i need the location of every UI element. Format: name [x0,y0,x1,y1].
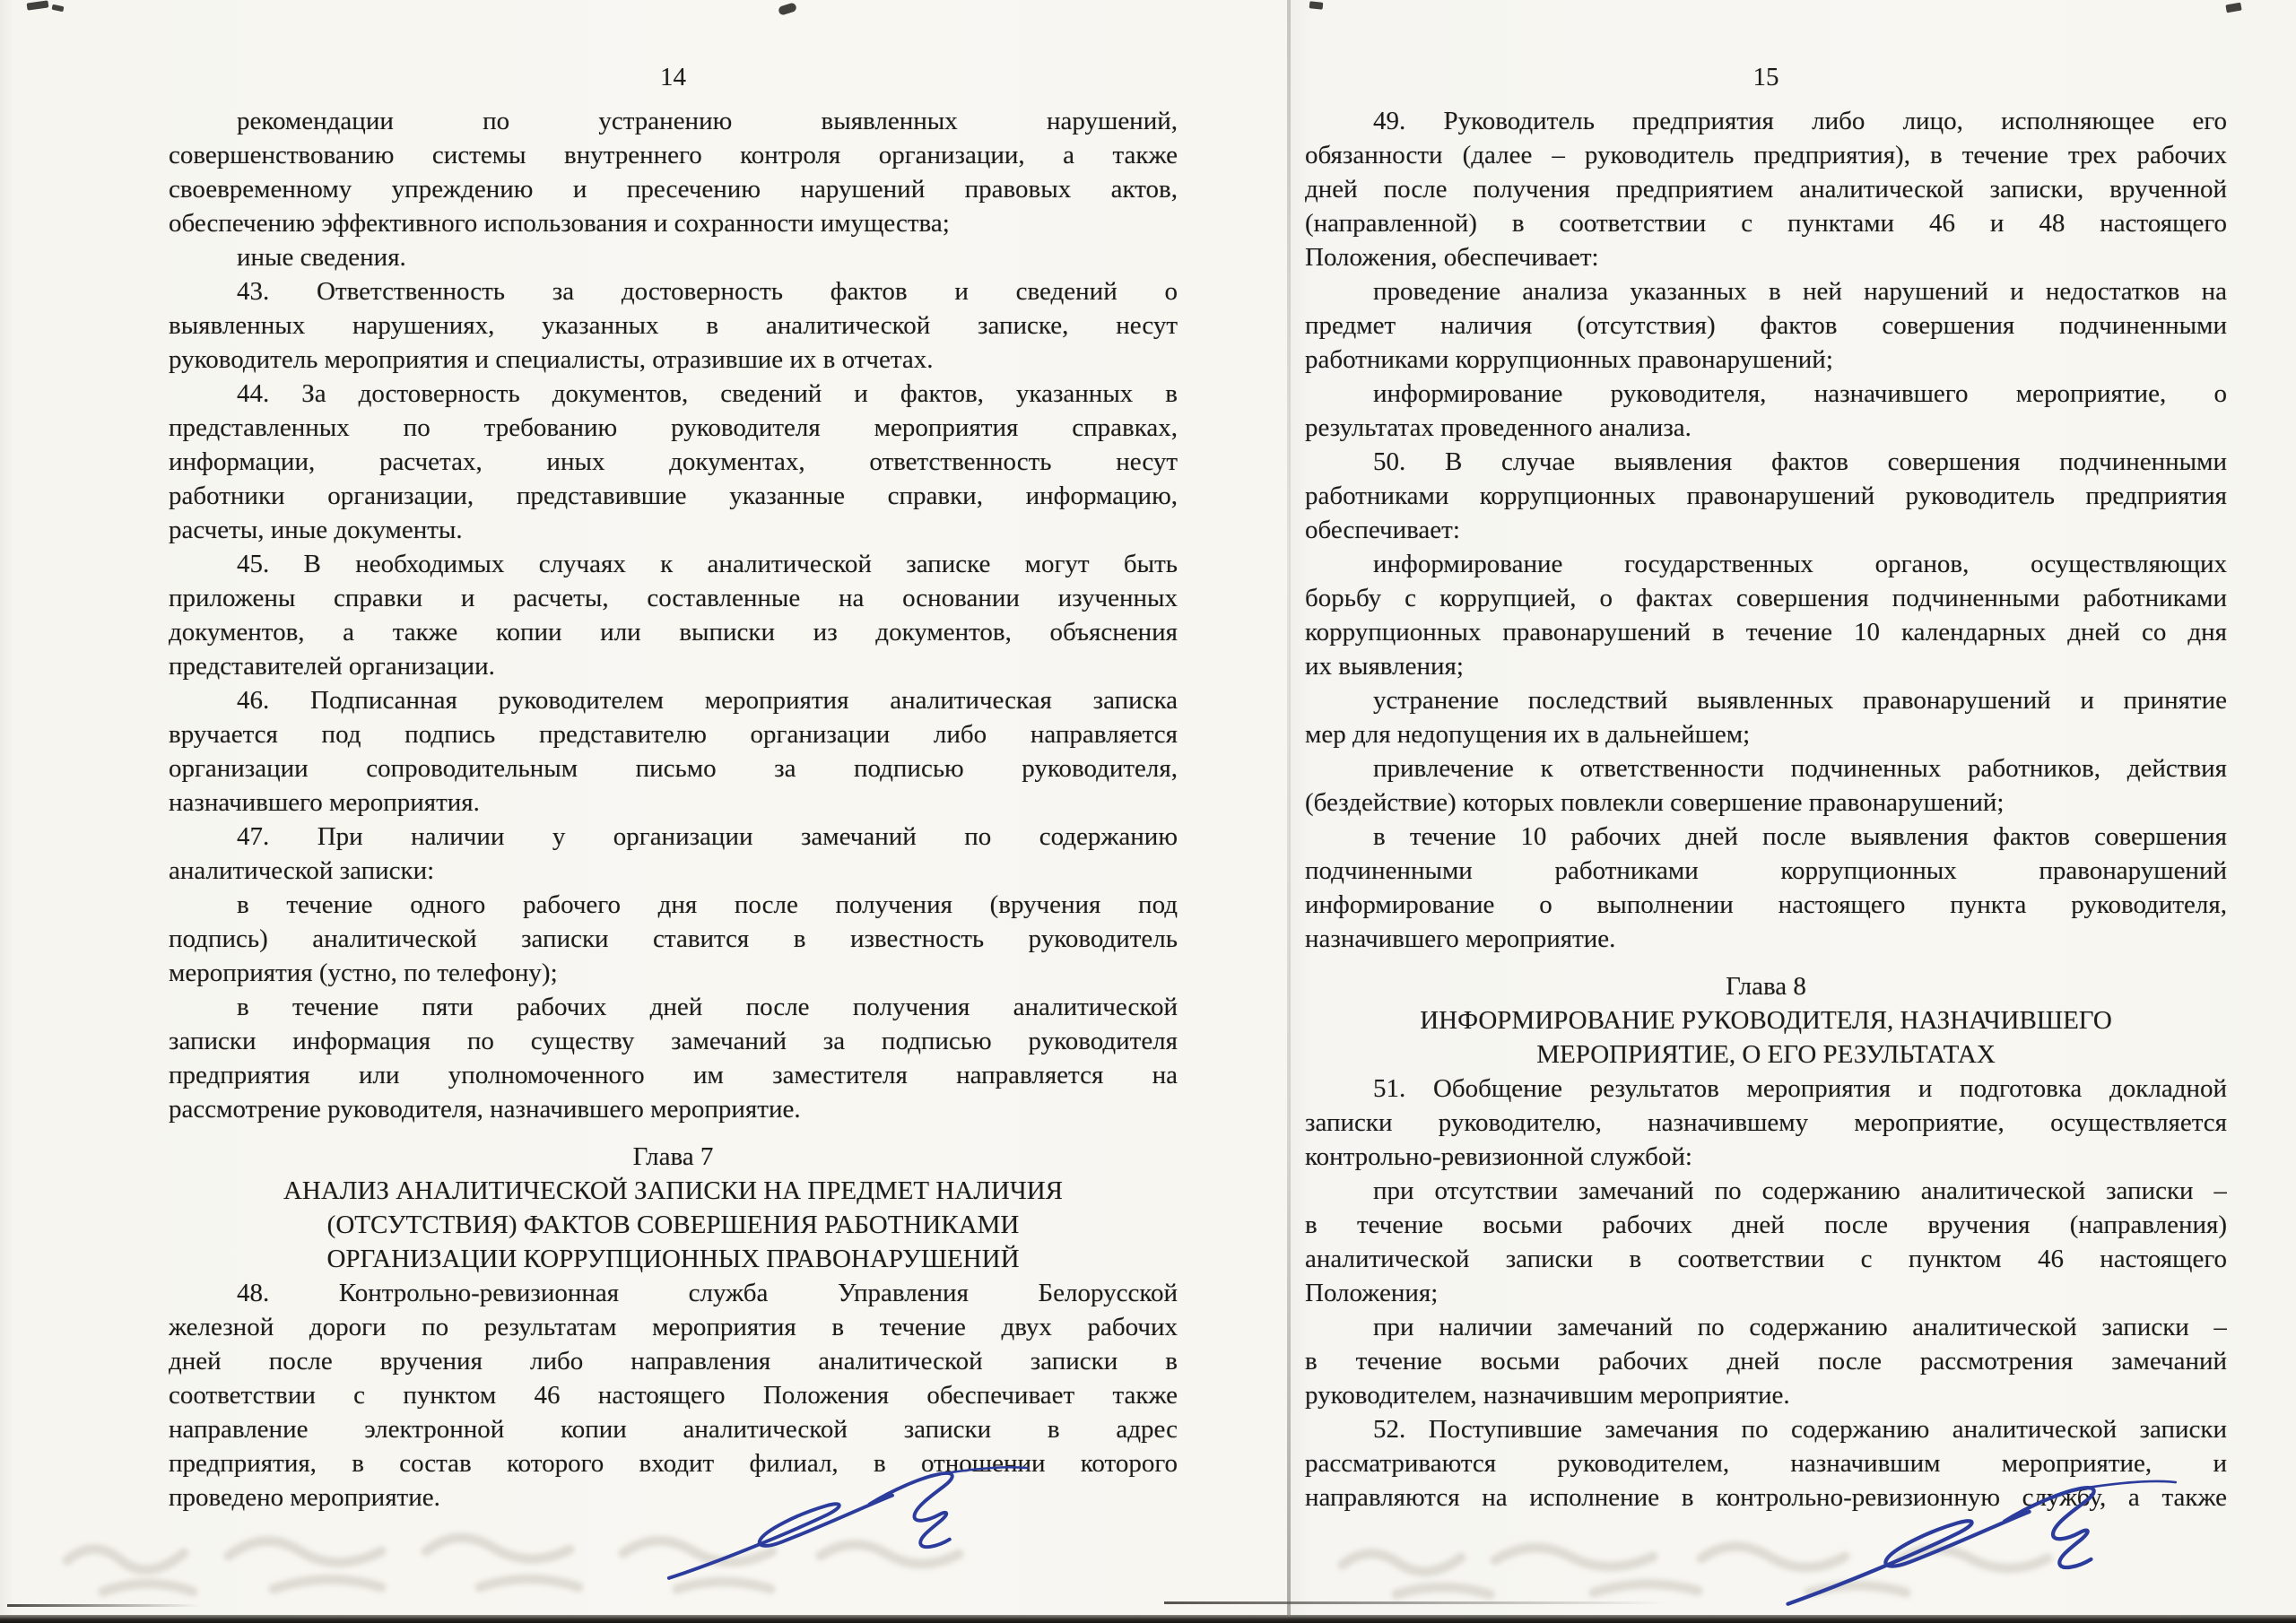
text-line: Положения, обеспечивает: [1305,243,1599,272]
text-line: руководителем, назначившим мероприятие. [1305,1381,1790,1410]
text-line: проведено мероприятие. [169,1483,440,1512]
text-line: Глава 8 [1726,972,1806,1001]
paragraph [1305,445,2227,547]
text-line: в течение одного рабочего дня после получения (вручения под [237,890,1178,919]
text-line: в течение восьми рабочих дней после рассмотрения замечаний [1305,1347,2227,1376]
text-line: 45. В необходимых случаях к аналитической записке могут быть [237,550,1178,578]
page-text [1305,104,2227,1515]
document-page-15 [1289,0,2296,1623]
text-line: представленных по требованию руководителя мероприятия справках, [169,413,1178,442]
text-line: их выявления; [1305,652,1464,681]
text-line: информирование государственных органов, осуществляющих [1373,550,2227,578]
paragraph [169,820,1178,888]
text-line: рекомендации по устранению выявленных нарушений, [237,107,1178,135]
text-line: коррупционных правонарушений в течение 10 календарных дней со дня [1305,618,2227,647]
paragraph [169,377,1178,547]
paragraph [1305,1412,2227,1515]
paragraph [169,274,1178,377]
text-line: аналитической записки: [169,856,435,885]
chapter-heading [169,1140,1178,1276]
scan-artifact [1309,1,1324,10]
text-line: записки руководителю, назначившему мероприятие, осуществляется [1305,1108,2227,1137]
text-line: привлечение к ответственности подчиненных работников, действия [1373,754,2227,783]
paragraph [1305,1174,2227,1310]
text-line: ИНФОРМИРОВАНИЕ РУКОВОДИТЕЛЯ, НАЗНАЧИВШЕГО [1420,1006,2112,1035]
paragraph [169,888,1178,990]
text-line: (ОТСУТСТВИЯ) ФАКТОВ СОВЕРШЕНИЯ РАБОТНИКАМИ [326,1211,1020,1239]
text-line: мер для недопущения их в дальнейшем; [1305,720,1751,749]
text-line: информирование руководителя, назначившего мероприятие, о [1373,379,2227,408]
text-line: железной дороги по результатам мероприятия в течение двух рабочих [169,1313,1178,1341]
text-line: рассматриваются руководителем, назначившим мероприятие, и [1305,1449,2227,1478]
text-line: 51. Обобщение результатов мероприятия и подготовка докладной [1373,1074,2227,1103]
text-line: организации сопроводительным письмо за подписью руководителя, [169,754,1178,783]
paragraph [1305,547,2227,683]
text-line: устранение последствий выявленных правонарушений и принятие [1373,686,2227,715]
text-line: дней после получения предприятием аналитической записки, врученной [1305,175,2227,204]
text-line: 48. Контрольно-ревизионная служба Управления Белорусской [237,1279,1178,1307]
bleed-through-artifact [1325,1515,2204,1610]
text-line: расчеты, иные документы. [169,516,463,544]
paragraph [169,683,1178,820]
text-line: информации, расчетах, иных документах, ответственность несут [169,447,1178,476]
text-line: 43. Ответственность за достоверность фактов и сведений о [237,277,1178,306]
text-line: 47. При наличии у организации замечаний по содержанию [237,822,1178,851]
text-line: предприятия, в состав которого входит филиал, в отношении которого [169,1449,1178,1478]
text-line: в течение 10 рабочих дней после выявления фактов совершения [1373,822,2227,851]
text-line: 52. Поступившие замечания по содержанию аналитической записки [1373,1415,2227,1444]
text-line: вручается под подпись представителю организации либо направляется [169,720,1178,749]
page-number: 14 [660,63,686,91]
scan-artifact [1164,1601,1666,1604]
text-line: (бездействие) которых повлекли совершение правонарушений; [1305,788,2005,817]
text-line: 49. Руководитель предприятия либо лицо, исполняющее его [1373,107,2227,135]
text-line: проведение анализа указанных в ней нарушений и недостатков на [1373,277,2227,306]
paragraph [169,240,1178,274]
paragraph [169,547,1178,683]
text-line: Глава 7 [632,1142,714,1171]
text-line: направляются на исполнение в контрольно-ревизионную службу, а также [1305,1483,2227,1512]
page-text [169,104,1178,1515]
text-line: представителей организации. [169,652,495,681]
text-line: обязанности (далее – руководитель предприятия), в течение трех рабочих [1305,141,2227,169]
text-line: назначившего мероприятие. [1305,924,1616,953]
text-line: приложены справки и расчеты, составленные на основании изученных [169,584,1178,612]
text-line: мероприятия (устно, по телефону); [169,959,558,987]
text-line: подчиненными работниками коррупционных правонарушений [1305,856,2227,885]
text-line: документов, а также копии или выписки из документов, объяснения [169,618,1178,647]
text-line: 46. Подписанная руководителем мероприятия аналитическая записка [237,686,1178,715]
paragraph [1305,683,2227,751]
text-line: при отсутствии замечаний по содержанию аналитической записки – [1373,1176,2227,1205]
text-line: (направленной) в соответствии с пунктами 46 и 48 настоящего [1305,209,2227,238]
text-line: выявленных нарушениях, указанных в аналитической записке, несут [169,311,1178,340]
paragraph [169,1276,1178,1515]
text-line: при наличии замечаний по содержанию аналитической записки – [1373,1313,2227,1341]
chapter-heading [1305,969,2227,1072]
text-line: в течение пяти рабочих дней после получения аналитической [237,993,1178,1021]
text-line: МЕРОПРИЯТИЕ, О ЕГО РЕЗУЛЬТАТАХ [1536,1040,1996,1069]
text-line: контрольно-ревизионной службой: [1305,1142,1692,1171]
text-line: предприятия или уполномоченного им заместителя направляется на [169,1061,1178,1089]
text-line: подпись) аналитической записки ставится в известность руководитель [169,924,1178,953]
text-line: работники организации, представившие указанные справки, информацию, [169,482,1178,510]
paragraph [169,104,1178,240]
paragraph [169,990,1178,1126]
paragraph [1305,1072,2227,1174]
text-line: своевременному упреждению и пресечению нарушений правовых актов, [169,175,1178,204]
text-line: обеспечивает: [1305,516,1460,544]
paragraph [1305,751,2227,820]
text-line: результатах проведенного анализа. [1305,413,1692,442]
page-number: 15 [1752,63,1779,91]
text-line: АНАЛИЗ АНАЛИТИЧЕСКОЙ ЗАПИСКИ НА ПРЕДМЕТ НАЛИЧИЯ [283,1176,1063,1205]
scan-edge [0,1615,2296,1623]
scan-artifact [7,1604,200,1607]
paragraph [1305,377,2227,445]
text-line: совершенствованию системы внутреннего контроля организации, а также [169,141,1178,169]
text-line: работниками коррупционных правонарушений руководитель предприятия [1305,482,2227,510]
text-line: аналитической записки в соответствии с пунктом 46 настоящего [1305,1245,2227,1273]
paragraph [1305,1310,2227,1412]
text-line: иные сведения. [237,243,406,272]
text-line: обеспечению эффективного использования и сохранности имущества; [169,209,950,238]
text-line: Положения; [1305,1279,1439,1307]
text-line: 44. За достоверность документов, сведений и фактов, указанных в [237,379,1178,408]
text-line: работниками коррупционных правонарушений; [1305,345,1833,374]
text-line: руководитель мероприятия и специалисты, отразившие их в отчетах. [169,345,934,374]
text-line: дней после вручения либо направления аналитической записки в [169,1347,1178,1376]
bleed-through-artifact [49,1506,1108,1610]
text-line: соответствии с пунктом 46 настоящего Положения обеспечивает также [169,1381,1178,1410]
text-line: 50. В случае выявления фактов совершения подчиненными [1373,447,2227,476]
page-seam [1287,0,1291,1623]
text-line: предмет наличия (отсутствия) фактов совершения подчиненными [1305,311,2227,340]
paragraph [1305,104,2227,274]
text-line: направление электронной копии аналитической записки в адрес [169,1415,1178,1444]
paragraph [1305,274,2227,377]
text-line: записки информация по существу замечаний за подписью руководителя [169,1027,1178,1055]
text-line: борьбу с коррупцией, о фактах совершения подчиненными работниками [1305,584,2227,612]
text-line: информирование о выполнении настоящего пункта руководителя, [1305,890,2227,919]
paragraph [1305,820,2227,956]
text-line: ОРГАНИЗАЦИИ КОРРУПЦИОННЫХ ПРАВОНАРУШЕНИЙ [326,1245,1020,1273]
text-line: в течение восьми рабочих дней после вручения (направления) [1305,1211,2227,1239]
text-line: назначившего мероприятия. [169,788,480,817]
text-line: рассмотрение руководителя, назначившего мероприятие. [169,1095,801,1124]
